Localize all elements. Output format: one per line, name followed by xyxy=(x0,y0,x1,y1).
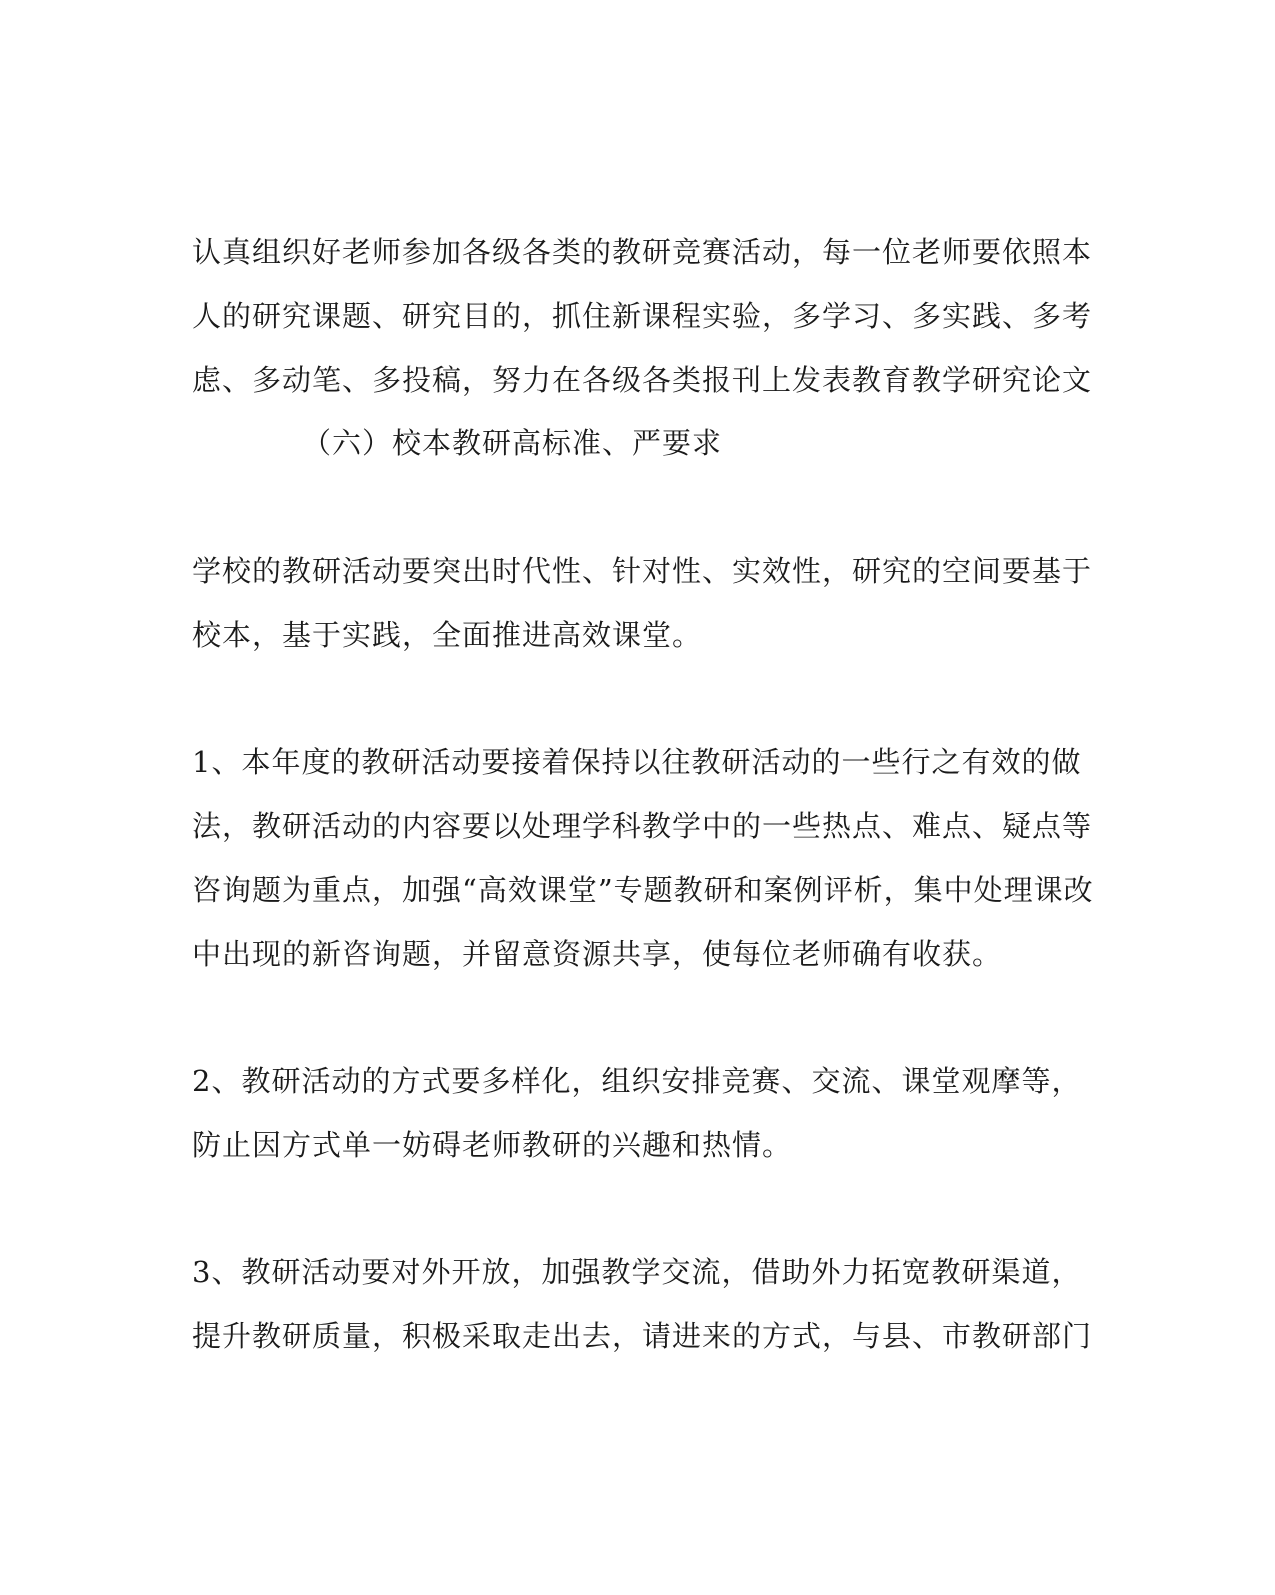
section-heading: （六）校本教研高标准、严要求 xyxy=(302,426,723,460)
item-2-line-2: 防止因方式单一妨碍老师教研的兴趣和热情。 xyxy=(192,1128,793,1162)
paragraph-school-line-2: 校本，基于实践，全面推进高效课堂。 xyxy=(192,618,703,652)
item-2-line-1: 2、教研活动的方式要多样化，组织安排竞赛、交流、课堂观摩等， xyxy=(192,1064,1082,1098)
intro-line-3: 虑、多动笔、多投稿，努力在各级各类报刊上发表教育教学研究论文 xyxy=(192,363,1093,397)
item-3-line-2: 提升教研质量，积极采取走出去，请进来的方式，与县、市教研部门 xyxy=(192,1319,1093,1353)
item-1-line-2: 法，教研活动的内容要以处理学科教学中的一些热点、难点、疑点等 xyxy=(192,809,1093,843)
intro-line-2: 人的研究课题、研究目的，抓住新课程实验，多学习、多实践、多考 xyxy=(192,299,1093,333)
item-1-line-3: 咨询题为重点，加强“高效课堂”专题教研和案例评析，集中处理课改 xyxy=(192,873,1094,907)
item-1-line-4: 中出现的新咨询题，并留意资源共享，使每位老师确有收获。 xyxy=(192,937,1003,971)
item-1-line-1: 1、本年度的教研活动要接着保持以往教研活动的一些行之有效的做 xyxy=(192,745,1082,779)
paragraph-school-line-1: 学校的教研活动要突出时代性、针对性、实效性，研究的空间要基于 xyxy=(192,554,1093,588)
intro-line-1: 认真组织好老师参加各级各类的教研竞赛活动，每一位老师要依照本 xyxy=(192,235,1093,269)
item-3-line-1: 3、教研活动要对外开放，加强教学交流，借助外力拓宽教研渠道， xyxy=(192,1255,1082,1289)
